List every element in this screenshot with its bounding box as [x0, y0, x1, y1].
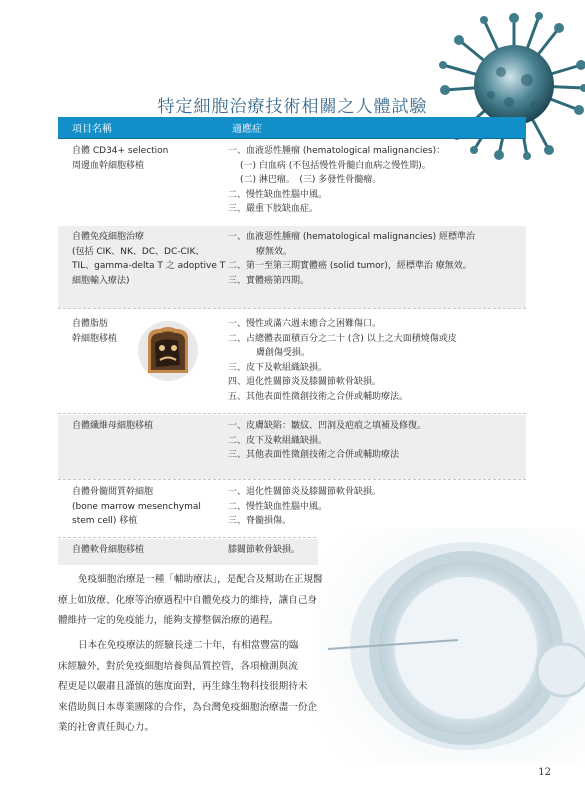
- table-row: [58, 415, 526, 479]
- burnt-toast-image: [138, 321, 198, 381]
- indication: 三、實體癌第四期。: [228, 275, 310, 286]
- header-indication: 適應症: [232, 124, 262, 135]
- item-name: 幹細胞移植: [72, 333, 118, 344]
- item-name: stem cell) 移植: [72, 516, 138, 526]
- indication: (一) 白血病 (不包括慢性骨髓白血病之慢性期)。: [240, 160, 431, 171]
- indication: 療無效。: [256, 246, 293, 257]
- indication: 二、慢性缺血性腦中風。: [228, 501, 328, 512]
- item-name: (包括 CIK、NK、DC、DC-CIK、: [72, 246, 205, 257]
- indication: 二、皮下及軟組織缺損。: [228, 435, 328, 446]
- paragraph-immunotherapy: [58, 570, 358, 632]
- page-title: 特定細胞治療技術相關之人體試驗: [157, 97, 428, 117]
- indication: 膝關節軟骨缺損。: [228, 545, 301, 555]
- item-name: 細胞輸入療法): [72, 275, 130, 286]
- indication: 一、皮膚缺陷：皺紋、凹洞及疤痕之填補及修復。: [228, 421, 427, 431]
- page-number: 12: [538, 767, 551, 778]
- indication: 五、其他表面性微創技術之合併或輔助療法。: [228, 391, 409, 402]
- item-name: 自體纖維母細胞移植: [72, 421, 154, 431]
- paragraph-line: 程更是以嚴肅且謹慎的態度面對，再生緣生物科技很期待未: [58, 681, 308, 692]
- table-row: [58, 310, 526, 413]
- item-name: 自體骨髓間質幹細胞: [72, 487, 154, 497]
- indication: 二、慢性缺血性腦中風。: [228, 189, 328, 200]
- indication: 三、嚴重下肢缺血症。: [228, 204, 319, 214]
- table-row: [58, 226, 526, 308]
- indication: 膚創傷受損。: [256, 348, 311, 358]
- header-item-name: 項目名稱: [72, 124, 112, 135]
- indication: 一、血液惡性腫瘤 (hematological malignancies) 經標準治: [228, 232, 475, 242]
- paragraph-line: 來借助與日本專業團隊的合作，為台灣免疫細胞治療盡一份企: [58, 701, 318, 713]
- indication: 三、脊髓損傷。: [228, 516, 292, 526]
- item-name: 自體脂肪: [72, 319, 109, 329]
- item-name: 周邊血幹細胞移植: [72, 160, 145, 171]
- indication: 一、血液惡性腫瘤 (hematological malignancies)：: [228, 146, 446, 156]
- item-name: 自體 CD34+ selection: [72, 146, 169, 156]
- paragraph-line: 體維持一定的免疫能力，能夠支撐整個治療的過程。: [58, 615, 279, 626]
- indication: 四、退化性關節炎及膝關節軟骨缺損。: [228, 377, 382, 387]
- table-row: [58, 139, 526, 226]
- table-header: [58, 117, 526, 139]
- indication: 二、占總體表面積百分之二十 (含) 以上之大面積燒傷或皮: [228, 333, 457, 344]
- indication: 一、慢性或滿六週未癒合之困難傷口。: [228, 319, 382, 329]
- paragraph-line: 床經驗外，對於免疫細胞培養與品質控管，各項檢測與流: [58, 660, 298, 672]
- paragraph-japan-experience: [58, 636, 358, 739]
- paragraph-line: 業的社會責任與心力。: [58, 722, 154, 733]
- egg-cell-illustration: [318, 528, 585, 763]
- paragraph-line: 療上如放療、化療等治療過程中自體免疫力的維持，讓自己身: [58, 594, 318, 606]
- paragraph-line: 日本在免疫療法的經驗長達二十年，有相當豐富的臨: [78, 640, 299, 651]
- paragraph-line: 免疫細胞治療是一種「輔助療法」，是配合及幫助在正規醫: [78, 574, 323, 585]
- trial-table: [58, 117, 526, 565]
- item-name: 自體軟骨細胞移植: [72, 545, 145, 555]
- indication: 一、退化性關節炎及膝關節軟骨缺損。: [228, 487, 382, 497]
- indication: 三、皮下及軟組織缺損。: [228, 362, 328, 373]
- indication: 三、其他表面性微創技術之合併或輔助療法: [228, 450, 400, 460]
- item-name: 自體免疫細胞治療: [72, 232, 145, 242]
- indication: (二) 淋巴瘤。 (三) 多發性骨髓瘤。: [240, 175, 382, 185]
- item-name: (bone marrow mesenchymal: [72, 501, 201, 512]
- indication: 二、第一至第三期實體癌 (solid tumor)，經標準治 療無效。: [228, 261, 472, 271]
- item-name: TIL、gamma-delta T 之 adoptive T: [72, 261, 226, 271]
